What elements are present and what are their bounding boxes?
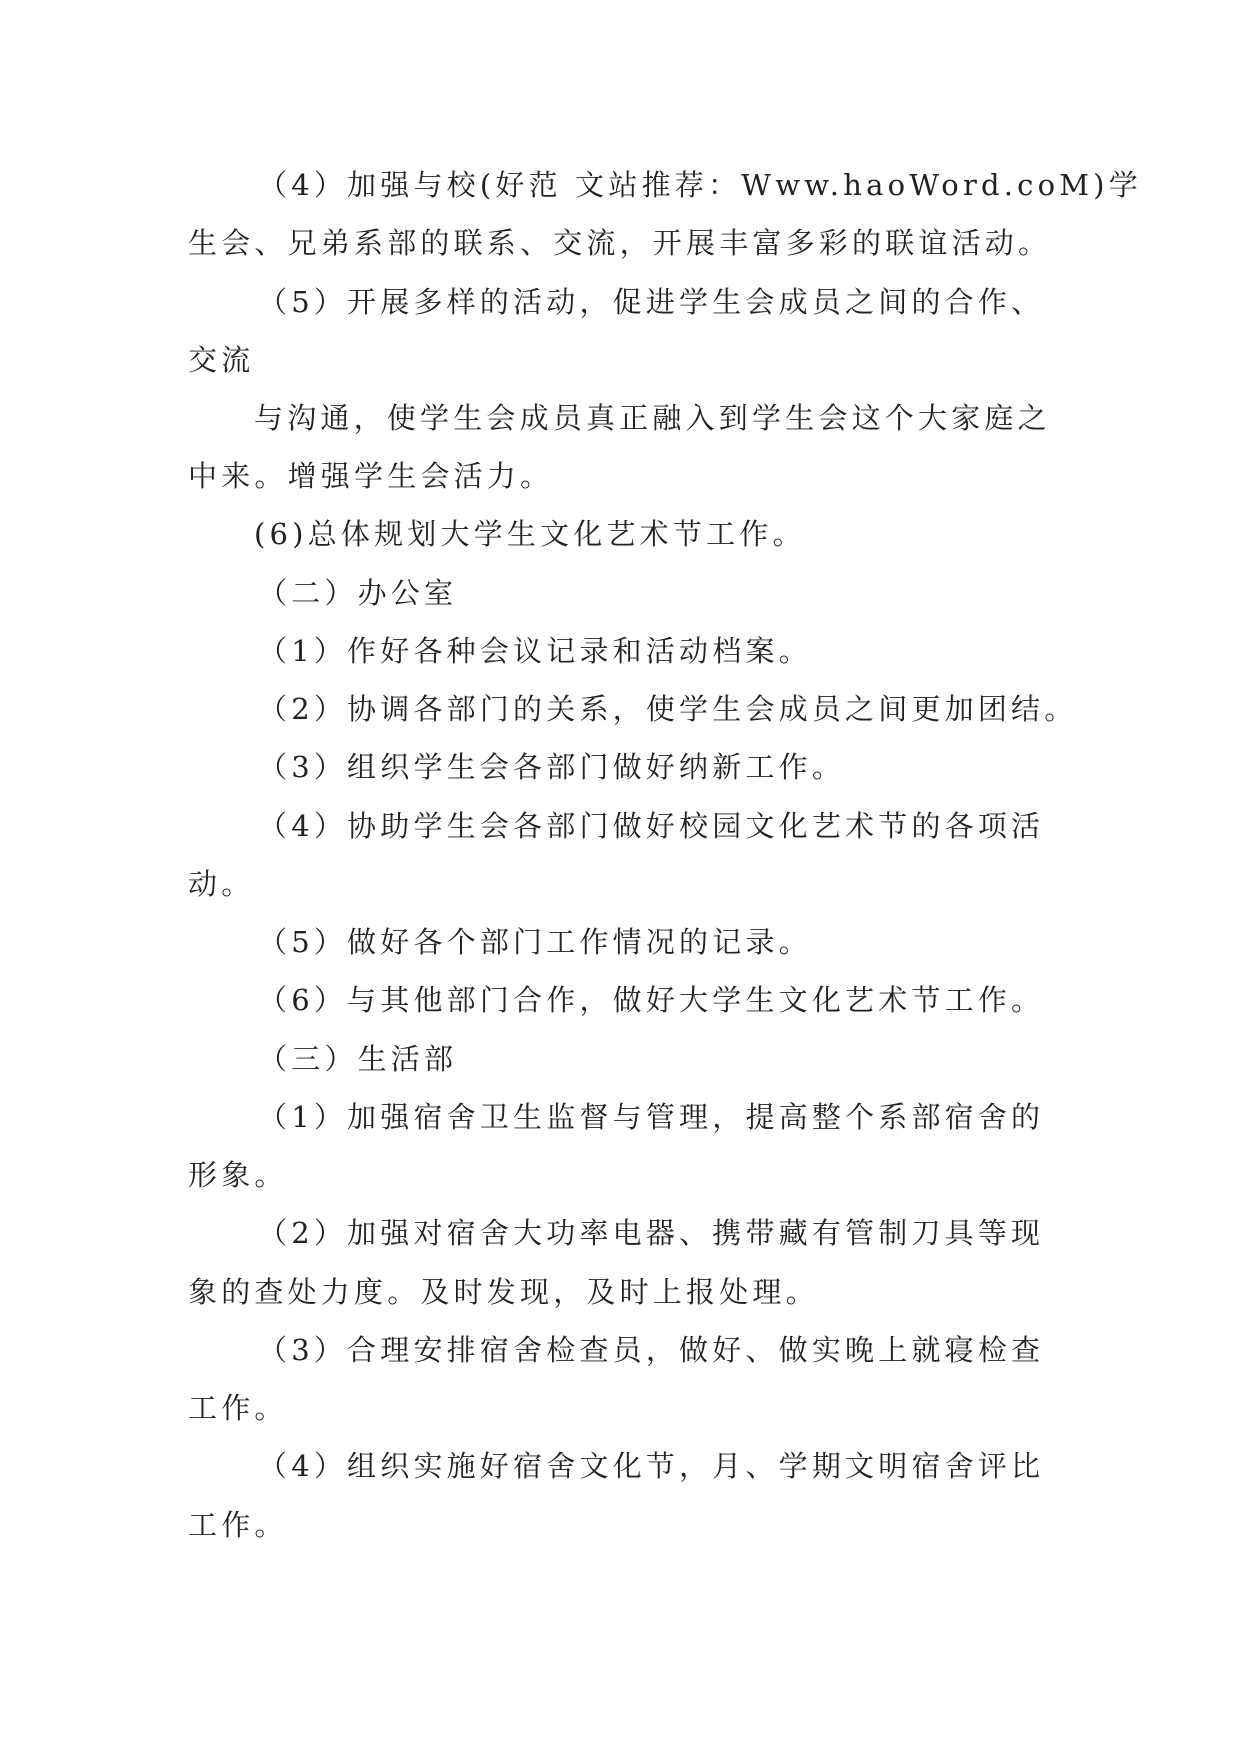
text-line: (6)总体规划大学生文化艺术节工作。 [254, 517, 806, 551]
text-line: 交流 [188, 343, 255, 377]
text-line: （4）加强与校(好范 文站推荐：Www.haoWord.coM)学 [258, 168, 1142, 202]
text-line: 动。 [188, 867, 255, 901]
text-line: （4）组织实施好宿舍文化节，月、学期文明宿舍评比 [258, 1449, 1045, 1483]
text-line: （2）协调各部门的关系，使学生会成员之间更加团结。 [258, 692, 1078, 726]
section-heading: （三）生活部 [258, 1042, 458, 1076]
text-line: （1）加强宿舍卫生监督与管理，提高整个系部宿舍的 [258, 1100, 1045, 1134]
text-line: （4）协助学生会各部门做好校园文化艺术节的各项活 [258, 809, 1045, 843]
text-line: （3）组织学生会各部门做好纳新工作。 [258, 750, 846, 784]
text-line: 象的查处力度。及时发现，及时上报处理。 [188, 1275, 819, 1309]
text-line: 工作。 [188, 1508, 288, 1542]
text-line: 与沟通，使学生会成员真正融入到学生会这个大家庭之 [254, 401, 1051, 435]
text-line: （6）与其他部门合作，做好大学生文化艺术节工作。 [258, 983, 1045, 1017]
text-line: （2）加强对宿舍大功率电器、携带藏有管制刀具等现 [258, 1216, 1045, 1250]
text-line: 形象。 [188, 1158, 288, 1192]
section-heading: （二）办公室 [258, 576, 458, 610]
text-line: 中来。增强学生会活力。 [188, 459, 554, 493]
text-line: 生会、兄弟系部的联系、交流，开展丰富多彩的联谊活动。 [188, 226, 1052, 260]
text-line: （3）合理安排宿舍检查员，做好、做实晚上就寝检查 [258, 1333, 1045, 1367]
text-line: 工作。 [188, 1391, 288, 1425]
text-line: （1）作好各种会议记录和活动档案。 [258, 634, 812, 668]
text-line: （5）开展多样的活动，促进学生会成员之间的合作、 [258, 285, 1045, 319]
text-line: （5）做好各个部门工作情况的记录。 [258, 925, 812, 959]
